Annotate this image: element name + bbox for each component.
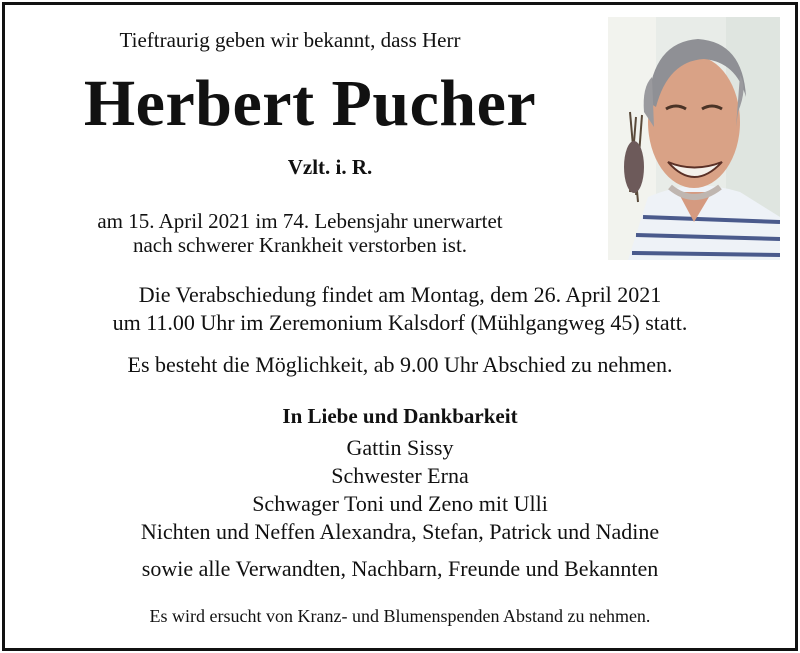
portrait-photo [608, 17, 780, 260]
mourner-line: Schwester Erna [331, 463, 469, 488]
funeral-line-2: um 11.00 Uhr im Zeremonium Kalsdorf (Mühlgangweg 45) statt. [112, 310, 688, 335]
funeral-line-1: Die Verabschiedung findet am Montag, dem 26. April 2021 [138, 282, 662, 307]
closing-heading: In Liebe und Dankbarkeit [282, 404, 518, 428]
deceased-title: Vzlt. i. R. [287, 155, 373, 179]
deceased-name: Herbert Pucher [83, 67, 537, 140]
donation-request: Es wird ersucht von Kranz- und Blumenspenden Abstand zu nehmen. [149, 606, 651, 626]
death-info-line-1: am 15. April 2021 im 74. Lebensjahr unerwartet [97, 209, 503, 233]
mourner-line: sowie alle Verwandten, Nachbarn, Freunde und Bekannten [141, 556, 659, 581]
mourner-line: Nichten und Neffen Alexandra, Stefan, Patrick und Nadine [140, 519, 660, 544]
death-info-line-2: nach schwerer Krankheit verstorben ist. [132, 233, 468, 257]
farewell-line: Es besteht die Möglichkeit, ab 9.00 Uhr Abschied zu nehmen. [127, 352, 673, 377]
intro-text: Tieftraurig geben wir bekannt, dass Herr [119, 28, 461, 52]
mourner-line: Gattin Sissy [346, 435, 454, 460]
mourner-line: Schwager Toni und Zeno mit Ulli [252, 491, 548, 516]
